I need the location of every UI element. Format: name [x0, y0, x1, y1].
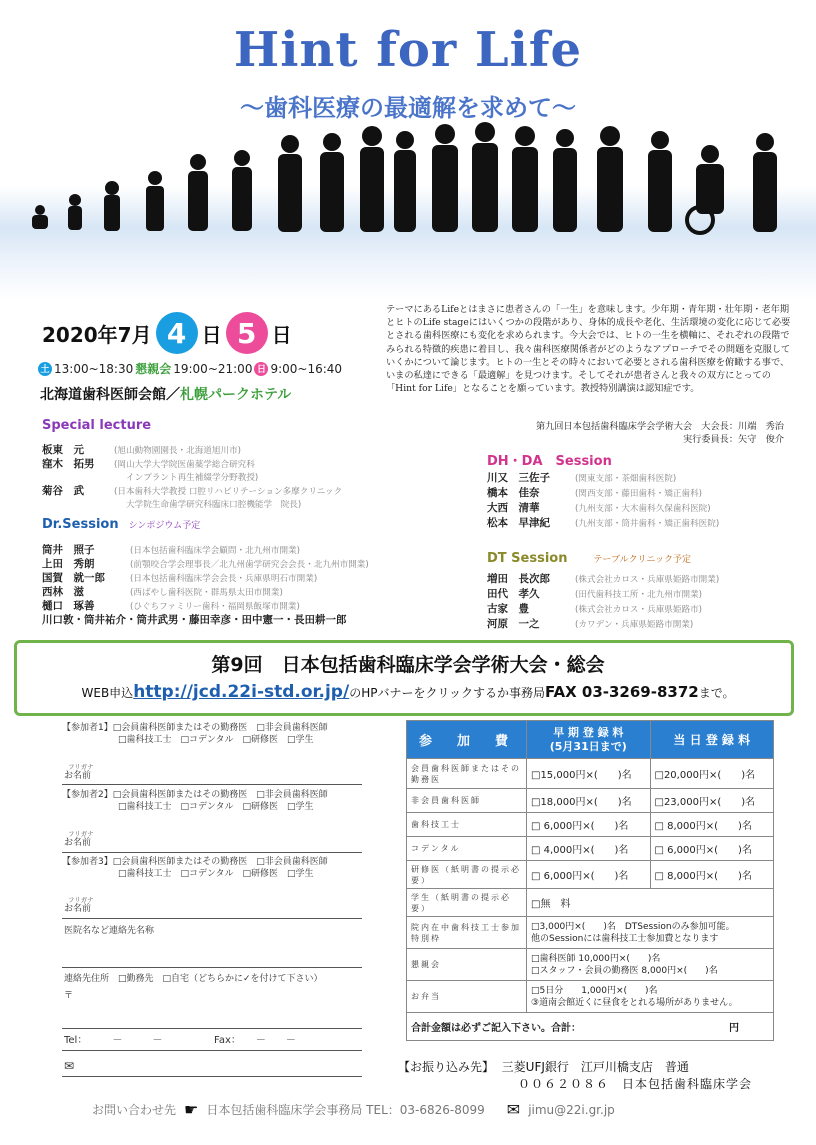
speaker-affiliation: (日本包括歯科臨床学会顧問・北九州市開業) [130, 546, 300, 556]
speaker-affiliation: (日本歯科大学教授 口腔リハビリテーション多摩クリニック [114, 487, 343, 497]
name-field-2[interactable] [62, 852, 362, 853]
mail-icon: ✉ [64, 1059, 75, 1073]
speaker-row [42, 543, 300, 558]
saturday-badge: 土 [38, 362, 52, 376]
name-label: お名前 [64, 904, 92, 914]
name-field-3[interactable] [62, 918, 362, 919]
venue-primary: 北海道歯科医師会館 [40, 387, 166, 403]
fee-row [407, 813, 774, 837]
speaker-affiliation: (九州支部・筒井歯科・矯正歯科医院) [575, 519, 720, 529]
speaker-affiliation: インプラント再生補綴学分野教授) [126, 473, 259, 483]
date-prefix: 2020年7月 [42, 322, 152, 347]
fee-party-label: 懇親会 [407, 949, 527, 981]
fee-lunch-label: お弁当 [407, 981, 527, 1013]
fee-row-label: 研修医（紙明書の提示必要） [407, 861, 527, 889]
name-label: お名前 [64, 771, 92, 781]
speaker-affiliation: (関東支部・茶畑歯科医院) [575, 474, 677, 484]
speaker-row [42, 571, 317, 586]
signature-president: 第九回日本包括歯科臨床学会学術大会 大会長：川端 秀治 [535, 421, 784, 432]
speaker-name: 窪木 拓男 [42, 458, 95, 470]
participant3-type[interactable]: 【参加者3】□会員歯科医師またはその勤務医 □非会員歯科医師 [62, 857, 328, 867]
speaker-affiliation: (西ばやし歯科医院・群馬県太田市開業) [130, 588, 283, 598]
furigana-label: フリガナ [68, 896, 94, 904]
speaker-name: 国賀 就一郎 [42, 572, 105, 584]
speaker-affiliation: (カワデン・兵庫県姫路市開業) [575, 620, 694, 630]
sunday-time: 9:00~16:40 [270, 361, 343, 376]
fee-day-option[interactable]: □ 6,000円×( )名 [650, 837, 774, 861]
address-field[interactable] [62, 1028, 362, 1029]
event-date [42, 312, 292, 354]
dr-session-tag: シンポジウム予定 [128, 521, 201, 531]
fee-row-label: 歯科技工士 [407, 813, 527, 837]
speaker-name: 橋本 佳奈 [487, 487, 540, 499]
dr-session-title: Dr.Session [42, 517, 119, 532]
participant1-type[interactable]: 【参加者1】□会員歯科医師またはその勤務医 □非会員歯科医師 [62, 723, 328, 733]
speaker-name: 菊谷 武 [42, 485, 84, 497]
web-middle: のHPバナーをクリックするか事務局 [349, 686, 545, 700]
tel-underline [62, 1050, 362, 1051]
event-times [38, 360, 342, 377]
fee-early-option[interactable]: □ 6,000円×( )名 [527, 813, 651, 837]
name-label: お名前 [64, 838, 92, 848]
clinic-field[interactable] [62, 967, 362, 968]
dt-session-tag: テーブルクリニック予定 [593, 555, 691, 565]
special-lecture-heading: Special lecture [42, 418, 152, 433]
fee-row [407, 789, 774, 813]
fee-col-early [527, 721, 651, 759]
dr-session-others: 川口敦・筒井祐介・筒井武男・藤田幸彦・田中憲一・長田耕一郎 [42, 614, 347, 626]
speaker-row [487, 486, 702, 501]
fee-special-line2: 他のSessionには歯科技工士参加費となります [531, 933, 719, 944]
event-subtitle: 〜歯科医療の最適解を求めて〜 [240, 93, 576, 122]
web-suffix: まで。 [698, 686, 735, 700]
registration-instructions [0, 682, 816, 702]
people-silhouettes-image [20, 118, 800, 236]
speaker-row [487, 572, 719, 587]
saturday-time: 13:00~18:30 [54, 361, 134, 376]
fee-day-option[interactable]: □23,000円×( )名 [650, 789, 774, 813]
postal-mark: 〒 [64, 991, 74, 1001]
dhda-session-heading: DH・DA Session [487, 454, 612, 469]
fee-col-early-title: 早 期 登 録 料 [553, 725, 624, 739]
bank-line1: 三菱UFJ銀行 江戸川橋支店 普通 [501, 1060, 689, 1074]
conference-title: 第9回 日本包括歯科臨床学会学術大会・総会 [211, 654, 605, 676]
fee-party-line2: □スタッフ・会員の勤務医 8,000円×( )名 [531, 965, 718, 976]
fee-row [407, 837, 774, 861]
fee-row [407, 981, 774, 1013]
speaker-row [42, 443, 241, 458]
fee-row [407, 759, 774, 789]
speaker-row [42, 470, 258, 485]
fee-early-option[interactable]: □15,000円×( )名 [527, 759, 651, 789]
venue-separator: ／ [166, 387, 180, 403]
registration-link[interactable]: http://jcd.22i-std.or.jp/ [133, 682, 350, 702]
speaker-row [487, 617, 693, 632]
bank-info [398, 1058, 752, 1092]
intro-signature [470, 420, 784, 446]
speaker-name: 増田 長次郎 [487, 573, 550, 585]
speaker-row [487, 602, 702, 617]
speaker-name: 西林 滋 [42, 586, 84, 598]
speaker-name: 大西 清華 [487, 502, 540, 514]
fee-day-option[interactable]: □ 8,000円×( )名 [650, 861, 774, 889]
dt-session-title: DT Session [487, 551, 568, 566]
speaker-name: 河原 一之 [487, 618, 540, 630]
intro-text: テーマにあるLifeとはまさに患者さんの「一生」を意味します。少年期・青年期・壮年期・老年期とヒトのLife stageにはいくつかの段階があり、身体的成長や老化、生活環境の変化に応じて必要とされる歯科医療にも変化を求められます。今大会では、ヒトの一生を横軸に、それぞれの段階でみられる特徴的疾患に着目し、我々歯科医療関係者がどのようなアプローチでその問題を克服していくかについて論じます。ヒトの一生とその時々において必要とされる歯科医療を俯瞰する事で、いまの私達にできる「最適解」を見つけます。そしてそれが患者さんと我々の双方にとっての「Hint for Life」となることを願っています。教授特別講演は認知症です。 [386, 304, 791, 395]
speaker-affiliation: (ひぐちファミリー歯科・福岡県飯塚市開業) [130, 602, 300, 612]
footer-office: 日本包括歯科臨床学会事務局 TEL：03-6826-8099 [206, 1103, 485, 1117]
fee-lunch-option[interactable] [527, 981, 774, 1013]
fee-col-day: 当 日 登 録 料 [650, 721, 774, 759]
speaker-row [487, 471, 676, 486]
dr-session-heading [42, 517, 200, 532]
fee-lunch-line1: □5日分 1,000円×( )名 [531, 985, 658, 996]
participant2-type[interactable]: 【参加者2】□会員歯科医師またはその勤務医 □非会員歯科医師 [62, 790, 328, 800]
speaker-affiliation: (日本包括歯科臨床学会会長・兵庫県明石市開業) [130, 574, 318, 584]
envelope-icon: ✉ [506, 1100, 521, 1119]
fee-lunch-line2: ③道南会館近くに昼食をとれる場所がありません。 [531, 997, 738, 1008]
day-suffix-2: 日 [271, 322, 292, 347]
clinic-label: 医院名など連絡先名称 [64, 926, 155, 936]
fee-col-label: 参 加 費 [407, 721, 527, 759]
furigana-label: フリガナ [68, 830, 94, 838]
footer-label: お問い合わせ先 [92, 1103, 177, 1117]
fee-early-option[interactable]: □18,000円×( )名 [527, 789, 651, 813]
fee-total-unit: 円 [729, 1023, 739, 1034]
speaker-affiliation: 大学院生命歯学研究科臨床口腔機能学 院長) [126, 500, 302, 510]
fee-special-option[interactable] [527, 917, 774, 949]
speaker-row [487, 516, 719, 531]
fee-student-option[interactable]: □無 料 [527, 889, 774, 917]
fee-row [407, 889, 774, 917]
speaker-row [42, 497, 301, 512]
bank-label: 【お振り込み先】 [398, 1060, 495, 1074]
fee-party-line1: □歯科医師 10,000円×( )名 [531, 953, 661, 964]
fee-row [407, 861, 774, 889]
fee-special-line1: □3,000円×( )名 DTSessionのみ参加可能。 [531, 921, 735, 932]
fee-table [406, 720, 774, 1041]
participant1-type-2[interactable]: □歯科技工士 □コデンタル □研修医 □学生 [118, 735, 314, 745]
participant2-type-2[interactable]: □歯科技工士 □コデンタル □研修医 □学生 [118, 802, 314, 812]
speaker-affiliation: (株式会社カロス・兵庫県姫路市開業) [575, 575, 720, 585]
tel-field[interactable]: Tel： － － [64, 1035, 163, 1046]
email-field[interactable] [62, 1076, 362, 1077]
name-field-1[interactable] [62, 784, 362, 785]
fax-field[interactable]: Fax： － － [214, 1035, 296, 1046]
fee-row-label: 会員歯科医師またはその勤務医 [407, 759, 527, 789]
fee-special-label: 院内在中歯科技工士参加特別枠 [407, 917, 527, 949]
speaker-name: 古家 豊 [487, 603, 529, 615]
fee-row [407, 949, 774, 981]
speaker-row [487, 587, 702, 602]
fee-day-option[interactable]: □ 8,000円×( )名 [650, 813, 774, 837]
fee-day-option[interactable]: □20,000円×( )名 [650, 759, 774, 789]
event-title: Hint for Life [233, 22, 583, 78]
party-time: 19:00~21:00 [173, 361, 253, 376]
fee-row-label: 学生（紙明書の提示必要） [407, 889, 527, 917]
fee-row-label: コデンタル [407, 837, 527, 861]
speaker-affiliation: (九州支部・大木歯科久保歯科医院) [575, 504, 711, 514]
venue [40, 384, 291, 404]
fee-early-option[interactable]: □ 6,000円×( )名 [527, 861, 651, 889]
web-prefix: WEB申込 [81, 686, 134, 700]
fee-total[interactable] [407, 1013, 774, 1041]
dt-session-heading [487, 551, 691, 566]
speaker-affiliation: (岡山大学大学院医歯薬学総合研究科 [114, 460, 255, 470]
fee-row [407, 917, 774, 949]
bank-line2: ００６２０８６ 日本包括歯科臨床学会 [518, 1077, 753, 1091]
participant3-type-2[interactable]: □歯科技工士 □コデンタル □研修医 □学生 [118, 869, 314, 879]
signature-chair: 実行委員長：矢守 俊介 [682, 434, 784, 445]
speaker-affiliation: (関西支部・藤田歯科・矯正歯科) [575, 489, 703, 499]
day-suffix: 日 [201, 322, 222, 347]
party-label: 懇親会 [135, 362, 172, 376]
speaker-name: 筒井 照子 [42, 544, 95, 556]
footer [92, 1100, 615, 1119]
speaker-name: 樋口 琢善 [42, 600, 95, 612]
fee-early-option[interactable]: □ 4,000円×( )名 [527, 837, 651, 861]
sunday-badge: 日 [254, 362, 268, 376]
fee-party-option[interactable] [527, 949, 774, 981]
speaker-row [42, 599, 300, 614]
furigana-label: フリガナ [68, 763, 94, 771]
speaker-row [487, 501, 711, 516]
fee-total-label: 合計金額は必ずご記入下さい。合計： [411, 1023, 581, 1034]
day1-circle: 4 [156, 312, 198, 354]
speaker-affiliation: (株式会社カロス・兵庫県姫路市) [575, 605, 703, 615]
speaker-affiliation: (田代歯科技工所・北九州市開業) [575, 590, 703, 600]
speaker-name: 田代 孝久 [487, 588, 540, 600]
speaker-name: 松本 早津紀 [487, 517, 550, 529]
speaker-name: 上田 秀朗 [42, 558, 95, 570]
venue-secondary: 札幌パークホテル [180, 387, 292, 403]
speaker-affiliation: (旭山動物園園長・北海道旭川市) [114, 446, 242, 456]
day2-circle: 5 [226, 312, 268, 354]
fax-number: FAX 03-3269-8372 [544, 683, 699, 701]
speaker-row [42, 585, 283, 600]
footer-email[interactable]: jimu@22i.gr.jp [528, 1102, 615, 1117]
pointing-hand-icon: ☛ [184, 1100, 199, 1119]
fee-row-label: 非会員歯科医師 [407, 789, 527, 813]
speaker-affiliation: (前顎咬合学会理事長／北九州歯学研究会会長・北九州市開業) [130, 560, 369, 570]
speaker-row [42, 557, 369, 572]
fee-col-early-sub: (5月31日まで) [549, 739, 627, 753]
contact-label[interactable]: 連絡先住所 □勤務先 □自宅（どちらかに✓を付けて下さい） [64, 974, 323, 984]
speaker-name: 板東 元 [42, 444, 84, 456]
speaker-name: 川又 三佐子 [487, 472, 550, 484]
fee-total-row [407, 1013, 774, 1041]
